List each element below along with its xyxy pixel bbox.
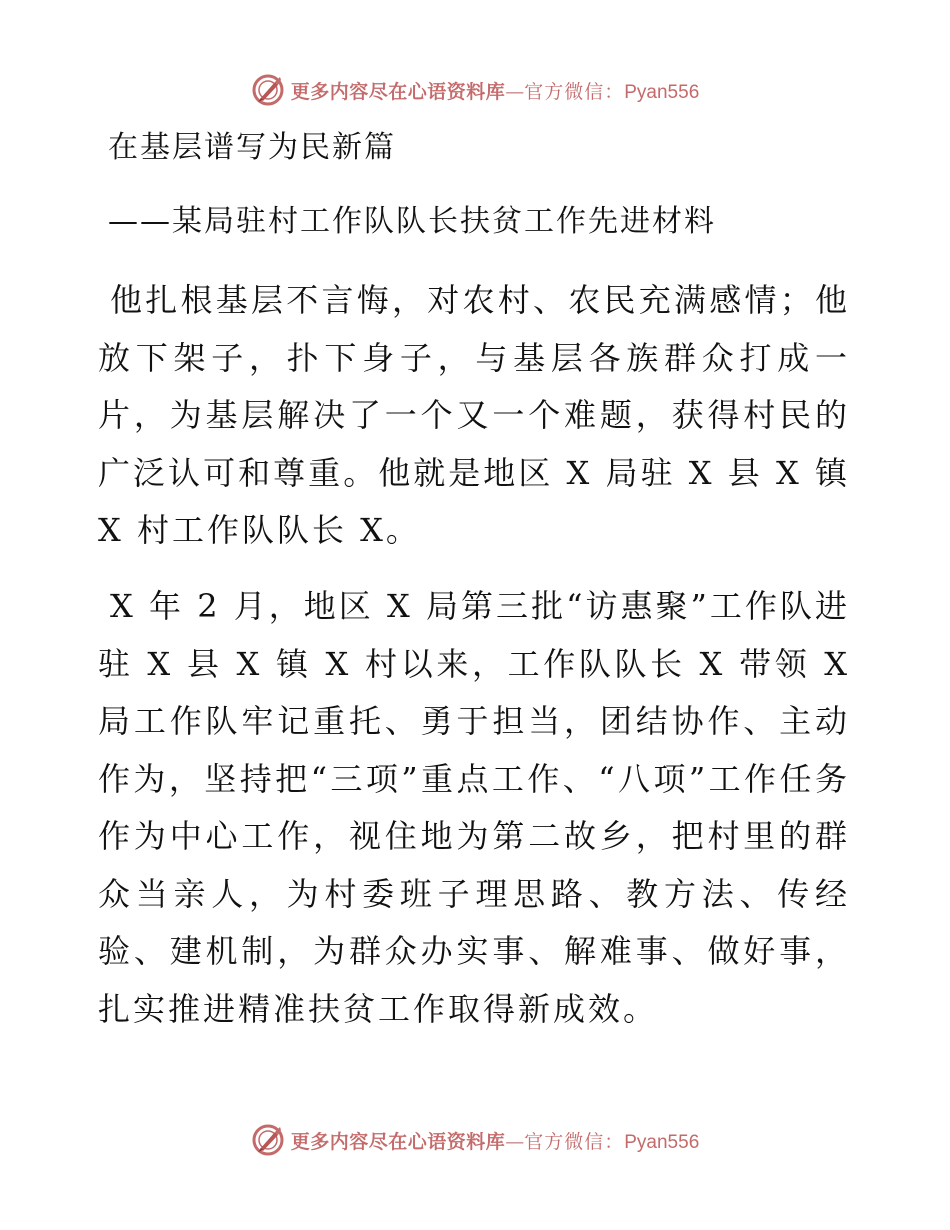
- document-subtitle: ——某局驻村工作队队长扶贫工作先进材料: [108, 204, 716, 239]
- watermark-label: 官方微信：: [524, 1130, 625, 1153]
- paragraph-2: X 年 2 月，地区 X 局第三批“访惠聚”工作队进驻 X 县 X 镇 X 村以来，工作队队长 X 带领 X 局工作队牢记重托、勇于担当，团结协作、主动作为，坚持把“三项”重点工作、“八项”工作任务作为中心工作，视住地为第二故乡，把村里的群众当亲人，为村委班子理思路、教方法、传经验、建机制，为群众办实事、解难事、做好事，扎实推进精准扶贫工作取得新成效。: [98, 587, 850, 1028]
- watermark-brand: 更多内容尽在心语资料库: [290, 1130, 506, 1153]
- watermark-separator: —: [505, 80, 525, 103]
- document-title: 在基层谱写为民新篇: [108, 130, 396, 165]
- watermark-header: [0, 70, 950, 110]
- watermark-text: [291, 77, 700, 104]
- watermark-brand: 更多内容尽在心语资料库: [290, 80, 506, 103]
- quill-pen-logo-icon: [251, 73, 285, 107]
- watermark-text: [291, 1127, 700, 1154]
- watermark-label: 官方微信：: [524, 80, 625, 103]
- watermark-account: Pyan556: [624, 81, 700, 103]
- paragraph-1: 他扎根基层不言悔，对农村、农民充满感情；他放下架子，扑下身子，与基层各族群众打成一片，为基层解决了一个又一个难题，获得村民的广泛认可和尊重。他就是地区 X 局驻 X 县 X 镇 X 村工作队队长 X。: [98, 281, 850, 549]
- watermark-account: Pyan556: [624, 1131, 700, 1153]
- watermark-footer: [0, 1120, 950, 1160]
- watermark-separator: —: [505, 1130, 525, 1153]
- quill-pen-logo-icon: [251, 1123, 285, 1157]
